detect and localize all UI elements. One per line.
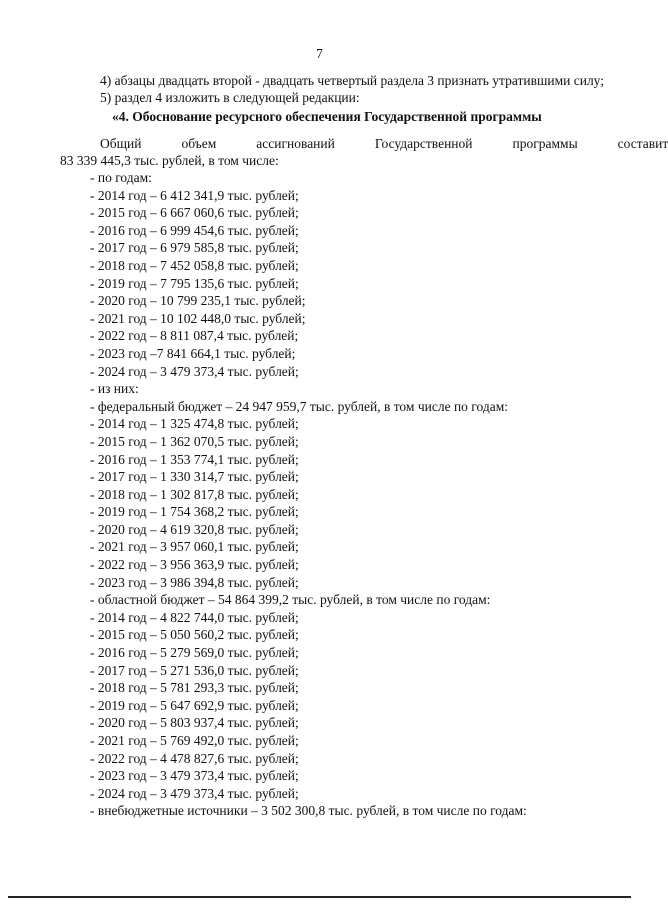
list-line: - 2020 год – 5 803 937,4 тыс. рублей;	[90, 715, 299, 731]
list-line: - 2021 год – 3 957 060,1 тыс. рублей;	[90, 539, 299, 555]
list-line: - 2020 год – 10 799 235,1 тыс. рублей;	[90, 293, 306, 309]
amendment-item-4: 4) абзацы двадцать второй - двадцать четвертый раздела 3 признать утратившими силу;	[100, 73, 605, 88]
document-body	[60, 72, 668, 820]
list-line: - 2022 год – 3 956 363,9 тыс. рублей;	[90, 557, 299, 573]
amendment-item-5: 5) раздел 4 изложить в следующей редакции:	[100, 90, 360, 105]
list-line: - 2024 год – 3 479 373,4 тыс. рублей;	[90, 785, 299, 801]
list-line: - 2023 год –7 841 664,1 тыс. рублей;	[90, 345, 296, 361]
funding-list	[60, 169, 612, 820]
list-line: - 2019 год – 5 647 692,9 тыс. рублей;	[90, 697, 299, 713]
list-line: - 2015 год – 6 667 060,6 тыс. рублей;	[90, 205, 299, 221]
intro-word: объем	[181, 136, 217, 151]
list-line: - 2022 год – 4 478 827,6 тыс. рублей;	[90, 750, 299, 766]
list-line: - 2021 год – 5 769 492,0 тыс. рублей;	[90, 733, 299, 748]
list-line: - 2016 год – 5 279 569,0 тыс. рублей;	[90, 645, 299, 661]
list-line: - 2016 год – 6 999 454,6 тыс. рублей;	[90, 222, 299, 238]
intro-first-line	[60, 135, 668, 152]
list-line: - 2014 год – 1 325 474,8 тыс. рублей;	[90, 416, 299, 432]
intro-paragraph	[60, 135, 668, 169]
list-line: - 2024 год – 3 479 373,4 тыс. рублей;	[90, 363, 299, 379]
list-line: - 2023 год – 3 479 373,4 тыс. рублей;	[90, 768, 299, 784]
list-line: - 2015 год – 1 362 070,5 тыс. рублей;	[90, 433, 299, 449]
list-line: - федеральный бюджет – 24 947 959,7 тыс. рублей, в том числе по годам:	[90, 398, 509, 414]
list-line: - 2014 год – 6 412 341,9 тыс. рублей;	[90, 187, 299, 203]
list-line: - 2018 год – 5 781 293,3 тыс. рублей;	[90, 680, 299, 696]
intro-word: программы	[512, 136, 578, 151]
intro-continuation: 83 339 445,3 тыс. рублей, в том числе:	[60, 153, 279, 168]
list-line: - 2017 год – 1 330 314,7 тыс. рублей;	[90, 469, 299, 485]
page-number: 7	[316, 46, 323, 61]
list-line: - 2014 год – 4 822 744,0 тыс. рублей;	[90, 609, 299, 625]
list-line: - 2023 год – 3 986 394,8 тыс. рублей;	[90, 574, 299, 590]
list-line: - 2021 год – 10 102 448,0 тыс. рублей;	[90, 310, 306, 326]
list-line: - 2018 год – 1 302 817,8 тыс. рублей;	[90, 486, 299, 502]
list-line: - внебюджетные источники – 3 502 300,8 тыс. рублей, в том числе по годам:	[90, 803, 527, 819]
list-line: - 2022 год – 8 811 087,4 тыс. рублей;	[90, 328, 299, 344]
list-line: - 2020 год – 4 619 320,8 тыс. рублей;	[90, 521, 299, 537]
intro-word: составит	[617, 136, 668, 151]
list-line: - из них:	[90, 381, 139, 397]
intro-word: ассигнований	[256, 136, 335, 151]
list-line: - областной бюджет – 54 864 399,2 тыс. рублей, в том числе по годам:	[90, 592, 491, 608]
list-line: - 2017 год – 6 979 585,8 тыс. рублей;	[90, 240, 299, 256]
list-line: - 2019 год – 1 754 368,2 тыс. рублей;	[90, 504, 299, 520]
list-line: - по годам:	[90, 170, 152, 185]
bottom-border-line	[8, 896, 631, 898]
list-line: - 2019 год – 7 795 135,6 тыс. рублей;	[90, 275, 299, 291]
list-line: - 2017 год – 5 271 536,0 тыс. рублей;	[90, 662, 299, 678]
intro-word: Государственной	[374, 136, 473, 151]
list-line: - 2016 год – 1 353 774,1 тыс. рублей;	[90, 451, 299, 467]
list-line: - 2015 год – 5 050 560,2 тыс. рублей;	[90, 627, 299, 643]
section-title: «4. Обоснование ресурсного обеспечения Государственной программы	[112, 109, 542, 124]
intro-word: Общий	[100, 136, 142, 151]
list-line: - 2018 год – 7 452 058,8 тыс. рублей;	[90, 257, 299, 273]
